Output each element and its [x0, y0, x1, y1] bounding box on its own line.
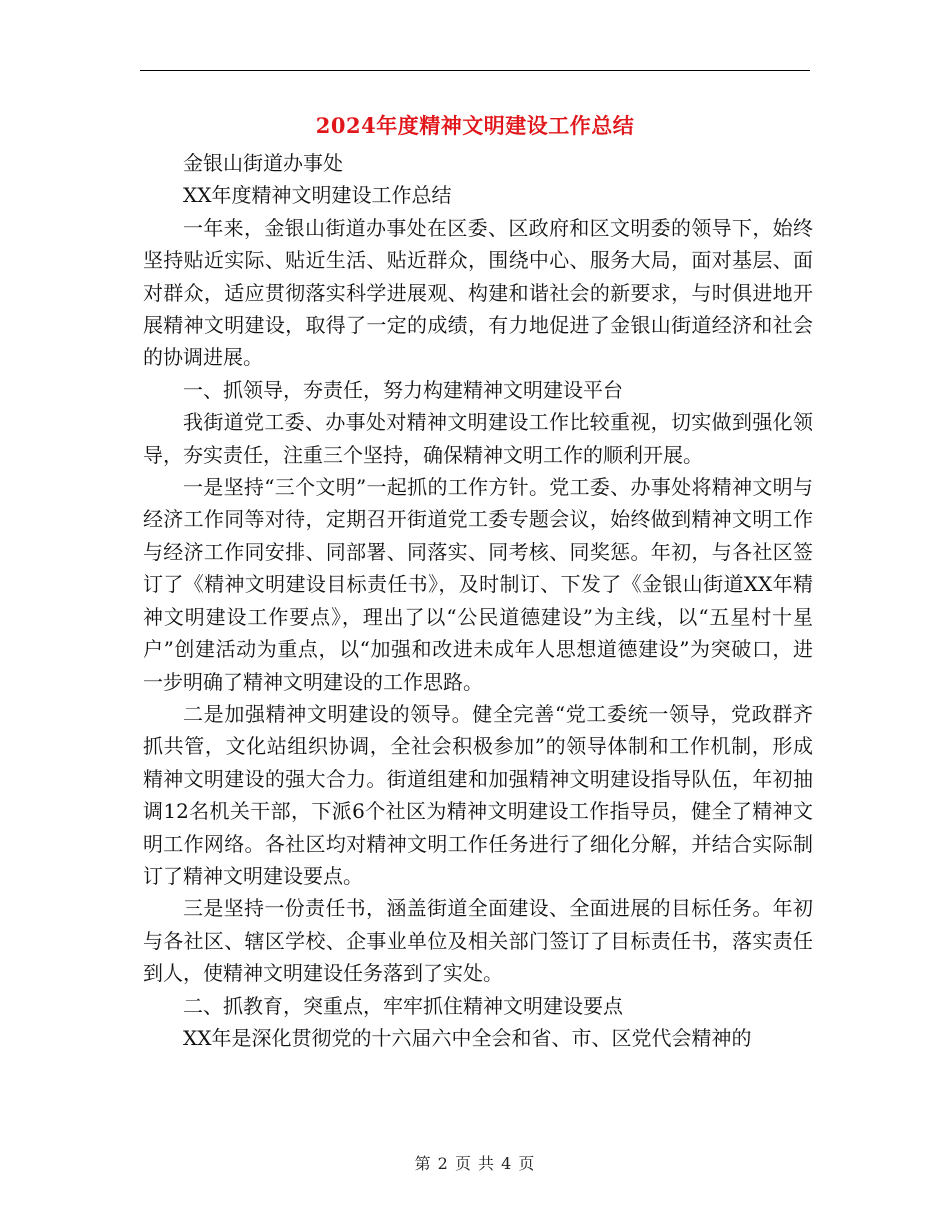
header-rule	[140, 70, 810, 71]
paragraph: XX年度精神文明建设工作总结	[183, 183, 452, 208]
paragraph: 一年来，金银山街道办事处在区委、区政府和区文明委的领导下，始终坚持贴近实际、贴近生活、贴近群众，围绕中心、服务大局，面对基层、面对群众，适应贯彻落实科学进展观、构建和谐社会的新要求，与时俱进地开展精神文明建设，取得了一定的成绩，有力地促进了金银山街道经济和社会的协调进展。	[143, 215, 813, 370]
page-number: 第 2 页 共 4 页	[414, 1154, 536, 1173]
paragraph: 一是坚持“三个文明”一起抓的工作方针。党工委、办事处将精神文明与经济工作同等对待，定期召开街道党工委专题会议，始终做到精神文明工作与经济工作同安排、同部署、同落实、同考核、同奖惩。年初，与各社区签订了《精神文明建设目标责任书》，及时制订、下发了《金银山街道XX年精神文明建设工作要点》，理出了以“公民道德建设”为主线，以“五星村十星户”创建活动为重点，以“加强和改进未成年人思想道德建设”为突破口，进一步明确了精神文明建设的工作思路。	[143, 475, 813, 694]
paragraph: 金银山街道办事处	[183, 151, 343, 175]
paragraph: 三是坚持一份责任书，涵盖街道全面建设、全面进展的目标任务。年初与各社区、辖区学校、企事业单位及相关部门签订了目标责任书，落实责任到人，使精神文明建设任务落到了实处。	[143, 896, 813, 986]
document-title: 2024年度精神文明建设工作总结	[315, 113, 635, 138]
paragraph: 二是加强精神文明建设的领导。健全完善“党工委统一领导，党政群齐抓共管，文化站组织协调，全社会积极参加”的领导体制和工作机制，形成精神文明建设的强大合力。街道组建和加强精神文明建设指导队伍，年初抽调12名机关干部，下派6个社区为精神文明建设工作指导员，健全了精神文明工作网络。各社区均对精神文明工作任务进行了细化分解，并结合实际制订了精神文明建设要点。	[143, 701, 813, 888]
paragraph: XX年是深化贯彻党的十六届六中全会和省、市、区党代会精神的	[183, 1025, 752, 1050]
paragraph: 我街道党工委、办事处对精神文明建设工作比较重视，切实做到强化领导，夯实责任，注重三个坚持，确保精神文明工作的顺利开展。	[143, 410, 813, 467]
section-heading: 一、抓领导，夯责任，努力构建精神文明建设平台	[183, 377, 623, 402]
document-body	[143, 147, 813, 1054]
section-heading: 二、抓教育，突重点，牢牢抓住精神文明建设要点	[183, 993, 623, 1018]
